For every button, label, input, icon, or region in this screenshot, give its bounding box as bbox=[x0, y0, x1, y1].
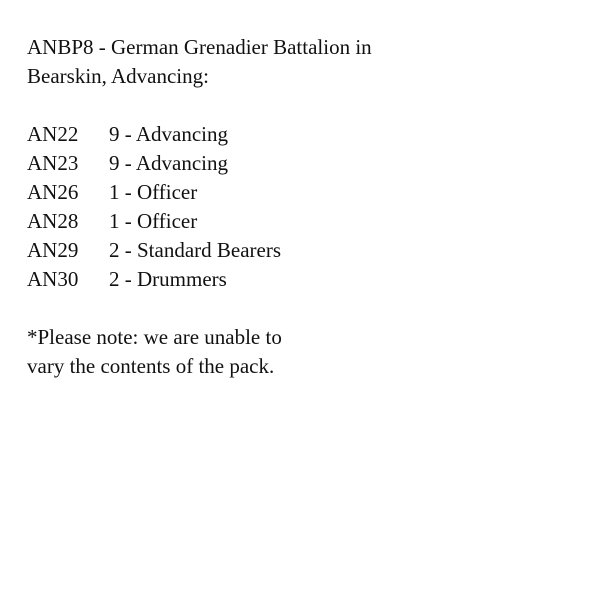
pack-contents-list bbox=[27, 120, 587, 294]
item-description: 2 - Drummers bbox=[109, 267, 227, 291]
item-description: 9 - Advancing bbox=[109, 151, 228, 175]
item-code: AN28 bbox=[27, 209, 79, 233]
pack-note-line-1: *Please note: we are unable to bbox=[27, 325, 282, 349]
item-description: 1 - Officer bbox=[109, 209, 198, 233]
pack-title-line-1: ANBP8 - German Grenadier Battalion in bbox=[27, 35, 372, 59]
item-code: AN26 bbox=[27, 180, 79, 204]
pack-title-line-2: Bearskin, Advancing: bbox=[27, 64, 209, 88]
list-item bbox=[27, 178, 587, 207]
pack-title bbox=[27, 33, 587, 91]
item-code: AN29 bbox=[27, 238, 79, 262]
pack-note-line-2: vary the contents of the pack. bbox=[27, 354, 275, 378]
list-item bbox=[27, 265, 587, 294]
list-item bbox=[27, 149, 587, 178]
item-code: AN22 bbox=[27, 122, 79, 146]
item-description: 2 - Standard Bearers bbox=[109, 238, 282, 262]
list-item bbox=[27, 120, 587, 149]
item-code: AN30 bbox=[27, 267, 79, 291]
item-description: 1 - Officer bbox=[109, 180, 198, 204]
item-description: 9 - Advancing bbox=[109, 122, 228, 146]
pack-note bbox=[27, 323, 587, 381]
list-item bbox=[27, 207, 587, 236]
item-code: AN23 bbox=[27, 151, 79, 175]
product-description bbox=[27, 33, 587, 381]
list-item bbox=[27, 236, 587, 265]
